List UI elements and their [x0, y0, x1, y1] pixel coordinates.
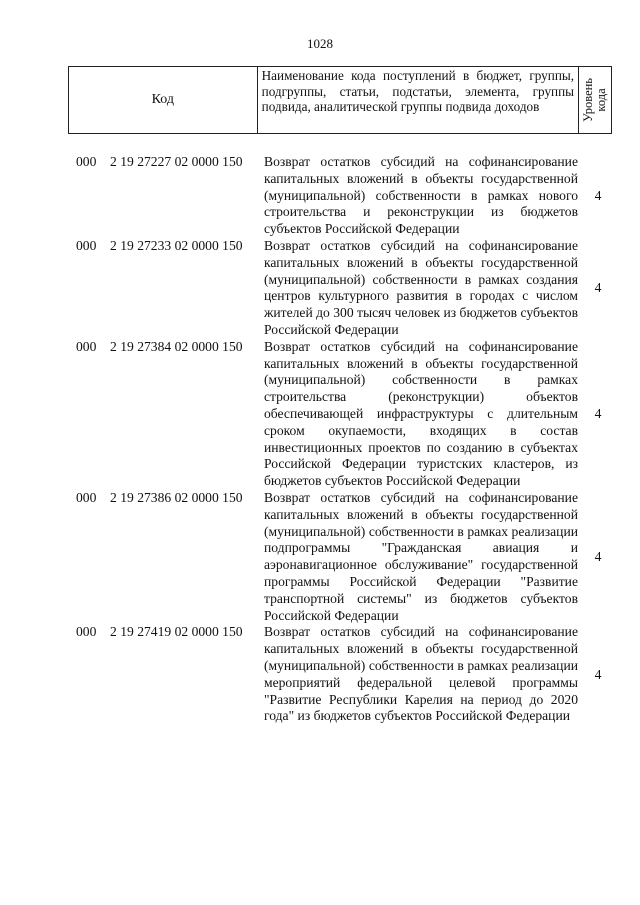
row-income-code: 2 19 27386 02 0000 150 — [110, 489, 243, 505]
row-code-cell — [0, 624, 258, 725]
row-code-cell — [0, 238, 258, 339]
row-income-code: 2 19 27227 02 0000 150 — [110, 154, 243, 169]
row-admin-code: 000 — [76, 338, 97, 354]
row-admin-code: 000 — [76, 489, 97, 505]
header-name-cell: Наименование кода поступлений в бюджет, группы, подгруппы, статьи, подстатьи, элемента, группы подвида, аналитической группы подвида доходов — [258, 67, 579, 133]
row-admin-code: 000 — [76, 237, 97, 253]
row-code-cell — [0, 490, 258, 624]
header-level-label: Уровень кода — [581, 77, 609, 123]
table-body — [0, 154, 640, 725]
row-level-cell: 4 — [594, 187, 602, 203]
table-row — [0, 154, 640, 238]
header-level-cell — [579, 67, 611, 133]
row-name-cell: Возврат остатков субсидий на софинансирование капитальных вложений в объекты государственной (муниципальной) собственности в рамках строительства (реконструкции) объектов обеспечивающей инфраструктуры с длительным сроком окупаемости, входящих в состав инвестиционных проектов по созданию в субъектах Российской Федерации туристских кластеров, из бюджетов субъектов Российской Федерации — [264, 338, 578, 489]
page-number: 1028 — [307, 36, 333, 51]
table-header — [68, 66, 612, 134]
row-name-cell: Возврат остатков субсидий на софинансирование капитальных вложений в объекты государственной (муниципальной) собственности в рамках нового строительства и реконструкции из бюджетов субъектов Российской Федерации — [264, 154, 578, 237]
row-income-code: 2 19 27419 02 0000 150 — [110, 624, 243, 640]
row-admin-code: 000 — [76, 154, 97, 169]
row-code-cell — [0, 154, 258, 238]
row-level-cell: 4 — [594, 406, 602, 422]
row-level-cell: 4 — [594, 549, 602, 565]
header-code-cell: Код — [69, 67, 258, 133]
row-level-cell: 4 — [594, 280, 602, 296]
table-row — [0, 624, 640, 725]
row-income-code: 2 19 27233 02 0000 150 — [110, 237, 243, 253]
row-name-cell: Возврат остатков субсидий на софинансирование капитальных вложений в объекты государственной (муниципальной) собственности в рамках создания центров культурного развития в городах с числом жителей до 300 тысяч человек из бюджетов субъектов Российской Федерации — [264, 237, 578, 337]
row-level-cell: 4 — [594, 666, 602, 682]
row-income-code: 2 19 27384 02 0000 150 — [110, 338, 243, 354]
row-name-cell: Возврат остатков субсидий на софинансирование капитальных вложений в объекты государственной (муниципальной) собственности в рамках реализации мероприятий федеральной целевой программы "Развитие Республики Карелия на период до 2020 года" из бюджетов субъектов Российской Федерации — [264, 624, 578, 724]
table-row — [0, 339, 640, 490]
row-admin-code: 000 — [76, 624, 97, 640]
table-row — [0, 490, 640, 624]
row-name-cell: Возврат остатков субсидий на софинансирование капитальных вложений в объекты государственной (муниципальной) собственности в рамках реализации подпрограммы "Гражданская авиация и аэронавигационное обслуживание" государственной программы Российской Федерации "Развитие транспортной системы" из бюджетов субъектов Российской Федерации — [264, 489, 578, 623]
row-code-cell — [0, 339, 258, 490]
table-row — [0, 238, 640, 339]
